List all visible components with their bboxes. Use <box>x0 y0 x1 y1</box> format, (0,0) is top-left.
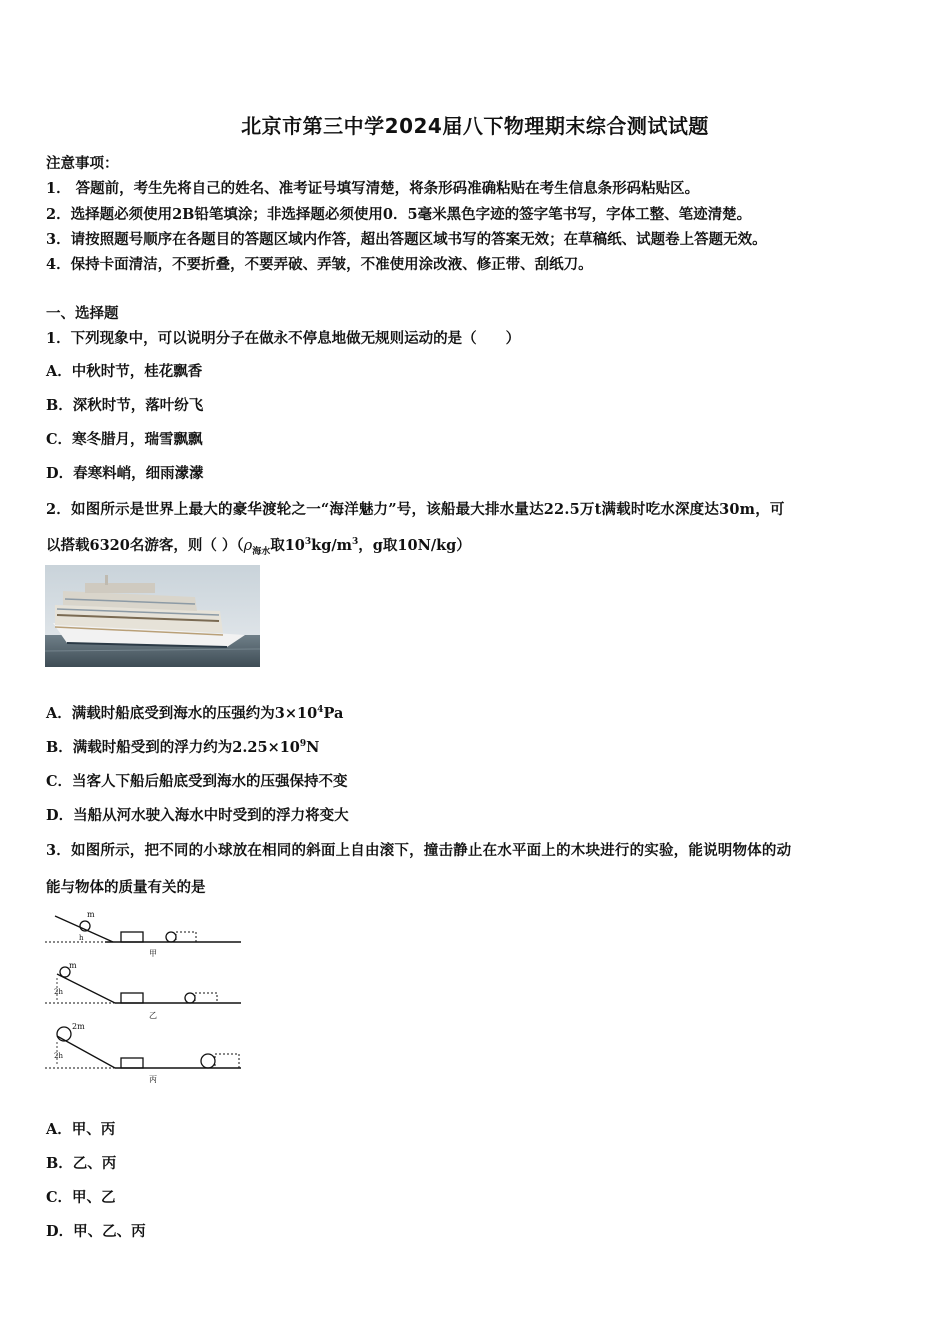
experiment-panel-yi <box>45 961 241 1020</box>
q3-stem-line2: 能与物体的质量有关的是 <box>46 879 206 896</box>
q3-stem-line1: 3．如图所示，把不同的小球放在相同的斜面上自由滚下，撞击静止在水平面上的木块进行的实验，能说明物体的动 <box>46 842 792 859</box>
panel-yi-mass-label: m <box>69 961 77 970</box>
panel-yi-label: 乙 <box>149 1011 157 1020</box>
panel-bing-mass-label: 2m <box>72 1022 85 1031</box>
panel-jia-height-label: h <box>79 934 84 942</box>
panel-jia-mass-label: m <box>87 910 95 919</box>
rho-subscript: 海水 <box>252 546 271 557</box>
q2-option-d: D．当船从河水驶入海水中时受到的浮力将变大 <box>46 807 349 824</box>
q1-option-c: C．寒冬腊月，瑞雪飘飘 <box>46 431 203 448</box>
q3-option-b: B．乙、丙 <box>46 1155 117 1172</box>
q2-option-b <box>46 736 319 757</box>
q2-option-b-text: B．满载时船受到的浮力约为2.25×10 <box>46 739 300 756</box>
q2-stem-text-b: 取10 <box>270 537 305 554</box>
q3-option-c: C．甲、乙 <box>46 1189 116 1206</box>
page-title: 北京市第三中学2024届八下物理期末综合测试试题 <box>241 114 709 138</box>
q2-stem-line2 <box>46 534 471 555</box>
notice-heading: 注意事项： <box>46 155 119 172</box>
panel-bing-height-label: 2h <box>54 1052 63 1060</box>
q3-option-a: A．甲、丙 <box>46 1121 116 1138</box>
panel-bing-label: 丙 <box>149 1075 157 1084</box>
q2-option-b-unit: N <box>306 739 320 756</box>
q3-option-d: D．甲、乙、丙 <box>46 1223 146 1240</box>
section-heading: 一、选择题 <box>46 305 119 322</box>
q2-option-a-unit: Pa <box>323 705 344 722</box>
notice-item-1: 1． 答题前，考生先将自己的姓名、准考证号填写清楚，将条形码准确粘贴在考生信息条形码粘贴区。 <box>46 180 700 197</box>
density-exponent: 3 <box>304 537 312 548</box>
experiment-panel-jia <box>45 910 241 958</box>
q2-option-a <box>46 702 343 723</box>
q2-option-a-text: A．满载时船底受到海水的压强约为3×10 <box>46 705 318 722</box>
q1-option-b: B．深秋时节，落叶纷飞 <box>46 397 204 414</box>
incline-experiment-figure <box>45 908 245 1086</box>
q2-stem-text-a: 以搭载6320名游客，则（ ）（ <box>46 537 244 554</box>
panel-jia-label: 甲 <box>149 949 157 958</box>
q1-stem: 1．下列现象中，可以说明分子在做永不停息地做无规则运动的是（ ） <box>46 330 521 347</box>
q1-option-d: D．春寒料峭，细雨濛濛 <box>46 465 204 482</box>
cruise-ship-photo <box>45 565 260 667</box>
q2-option-b-exponent: 9 <box>299 739 307 750</box>
experiment-panel-bing <box>45 1022 241 1084</box>
notice-item-2: 2．选择题必须使用2B铅笔填涂；非选择题必须使用0．5毫米黑色字迹的签字笔书写，字体工整、笔迹清楚。 <box>46 206 752 223</box>
unit-exponent: 3 <box>351 537 359 548</box>
q1-option-a: A．中秋时节，桂花飘香 <box>46 363 203 380</box>
q2-stem-text-d: ，g取10N/kg） <box>358 537 471 554</box>
q2-stem-line1: 2．如图所示是世界上最大的豪华渡轮之一“海洋魅力”号，该船最大排水量达22.5万t满载时吃水深度达30m，可 <box>46 501 785 518</box>
notice-item-3: 3．请按照题号顺序在各题目的答题区域内作答，超出答题区域书写的答案无效；在草稿纸、试题卷上答题无效。 <box>46 231 767 248</box>
q2-option-c: C．当客人下船后船底受到海水的压强保持不变 <box>46 773 348 790</box>
q2-option-a-exponent: 4 <box>317 705 324 716</box>
rho-symbol: ρ <box>243 538 253 554</box>
notice-item-4: 4．保持卡面清洁，不要折叠，不要弄破、弄皱，不准使用涂改液、修正带、刮纸刀。 <box>46 256 593 273</box>
q2-stem-text-c: kg/m <box>311 537 352 554</box>
panel-yi-height-label: 2h <box>54 988 63 996</box>
